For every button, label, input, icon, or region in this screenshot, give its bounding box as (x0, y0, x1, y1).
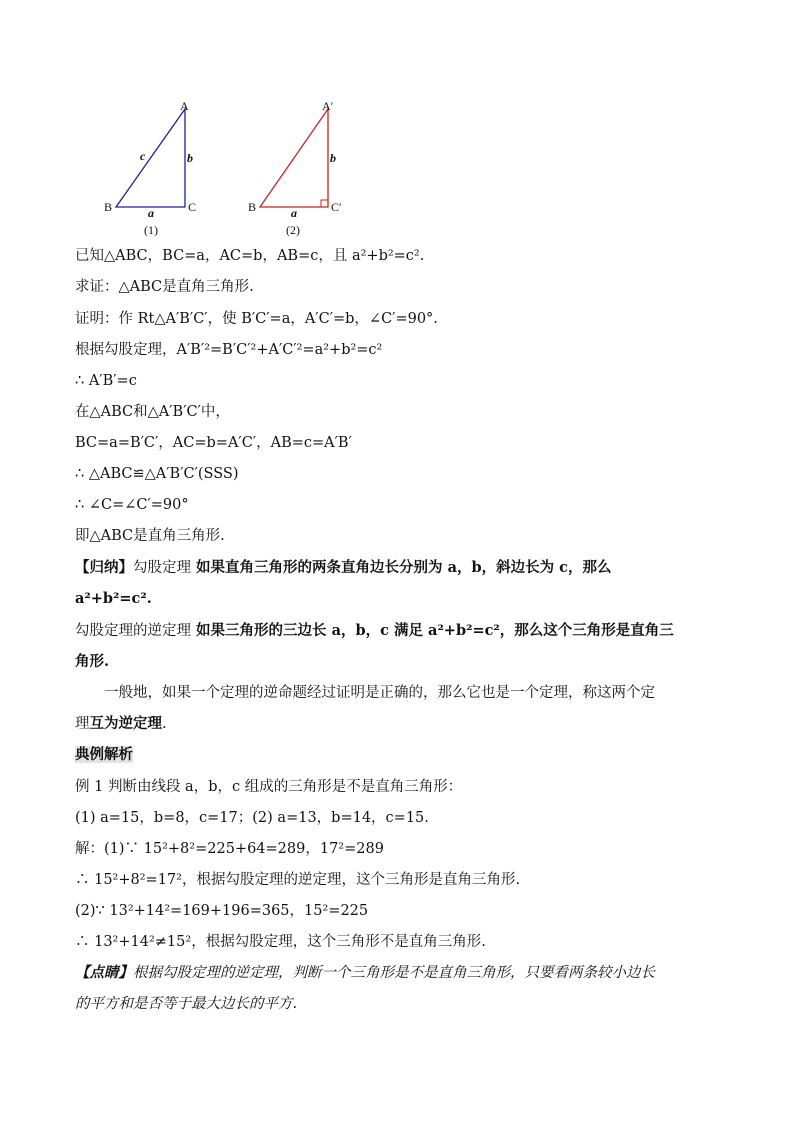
proof-line-2: 根据勾股定理，A′B′²=B′C′²+A′C′²=a²+b²=c² (75, 342, 383, 358)
proof-line-8: 即△ABC是直角三角形. (75, 528, 225, 544)
examples-heading-line (75, 745, 133, 765)
general-post: . (162, 716, 167, 732)
tip-line-2: 的平方和是否等于最大边长的平方. (75, 996, 298, 1012)
side-b-label-2: b (330, 151, 336, 165)
inverse-theorem-term: 互为逆定理 (89, 715, 162, 732)
figure-1-caption: (1) (144, 223, 158, 237)
general-pre: 理 (75, 716, 90, 732)
solution-line-4: ∴ 13²+14²≠15²，根据勾股定理，这个三角形不是直角三角形. (75, 934, 486, 950)
prove-line: 求证：△ABC是直角三角形. (75, 279, 254, 295)
examples-heading: 典例解析 (75, 746, 133, 763)
vertex-c-prime-label: C′ (331, 200, 342, 214)
proof-line-7: ∴ ∠C=∠C′=90° (75, 497, 189, 513)
general-statement-line-1: 一般地，如果一个定理的逆命题经过证明是正确的，那么它也是一个定理，称这两个定 (104, 685, 655, 701)
proof-line-6: ∴ △ABC≌△A′B′C′(SSS) (75, 466, 239, 482)
general-statement-line-2 (75, 714, 167, 734)
triangle-a-prime-b-c-prime (260, 109, 328, 207)
solution-line-1: 解：(1)∵ 15²+8²=225+64=289，17²=289 (75, 841, 384, 857)
vertex-b-label: B (104, 200, 113, 214)
figure-2 (248, 99, 342, 237)
vertex-a-prime-label: A′ (322, 99, 334, 113)
converse-theorem-line (75, 621, 674, 641)
side-a-label-2: a (291, 206, 297, 220)
converse-body: 如果三角形的三边长 a，b，c 满足 a²+b²=c²，那么这个三角形是直角三 (191, 622, 674, 639)
theorem-formula: a²+b²=c². (75, 590, 152, 607)
converse-name: 勾股定理的逆定理 (75, 623, 191, 639)
tip-text-1: 根据勾股定理的逆定理，判断一个三角形是不是直角三角形，只要看两条较小边长 (133, 965, 655, 981)
solution-line-3: (2)∵ 13²+14²=169+196=365，15²=225 (75, 903, 369, 919)
example-1-prompt: 例 1 判断由线段 a，b，c 组成的三角形是不是直角三角形： (75, 779, 463, 795)
vertex-b-label-2: B (248, 200, 257, 214)
converse-tail: 角形. (75, 653, 110, 670)
figure-2-caption: (2) (286, 223, 300, 237)
tip-tag: 【点睛】 (75, 964, 133, 981)
side-c-label: c (140, 149, 146, 163)
right-angle-marker (321, 200, 328, 207)
side-a-label: a (148, 206, 154, 220)
vertex-c-label: C (188, 200, 197, 214)
theorem-body: 如果直角三角形的两条直角边长分别为 a，b，斜边长为 c，那么 (191, 559, 612, 576)
summary-theorem-line (75, 558, 612, 578)
triangle-figures (98, 94, 398, 239)
given-line: 已知△ABC，BC=a，AC=b，AB=c，且 a²+b²=c². (75, 248, 425, 264)
figure-1 (104, 99, 196, 237)
side-b-label: b (187, 151, 193, 165)
triangle-abc (116, 109, 185, 207)
vertex-a-label: A (180, 99, 189, 113)
solution-line-2: ∴ 15²+8²=17²，根据勾股定理的逆定理，这个三角形是直角三角形. (75, 872, 521, 888)
triangle-figures-svg (98, 94, 398, 239)
summary-tag: 【归纳】 (75, 559, 133, 576)
proof-line-4: 在△ABC和△A′B′C′中， (75, 404, 230, 420)
tip-line-1 (75, 963, 655, 983)
proof-line-1: 证明：作 Rt△A′B′C′，使 B′C′=a，A′C′=b，∠C′=90°. (75, 311, 438, 327)
theorem-name: 勾股定理 (133, 560, 191, 576)
example-1-cases: (1) a=15，b=8，c=17；(2) a=13，b=14，c=15. (75, 810, 429, 826)
proof-line-3: ∴ A′B′=c (75, 373, 137, 389)
proof-line-5: BC=a=B′C′，AC=b=A′C′，AB=c=A′B′ (75, 435, 352, 451)
